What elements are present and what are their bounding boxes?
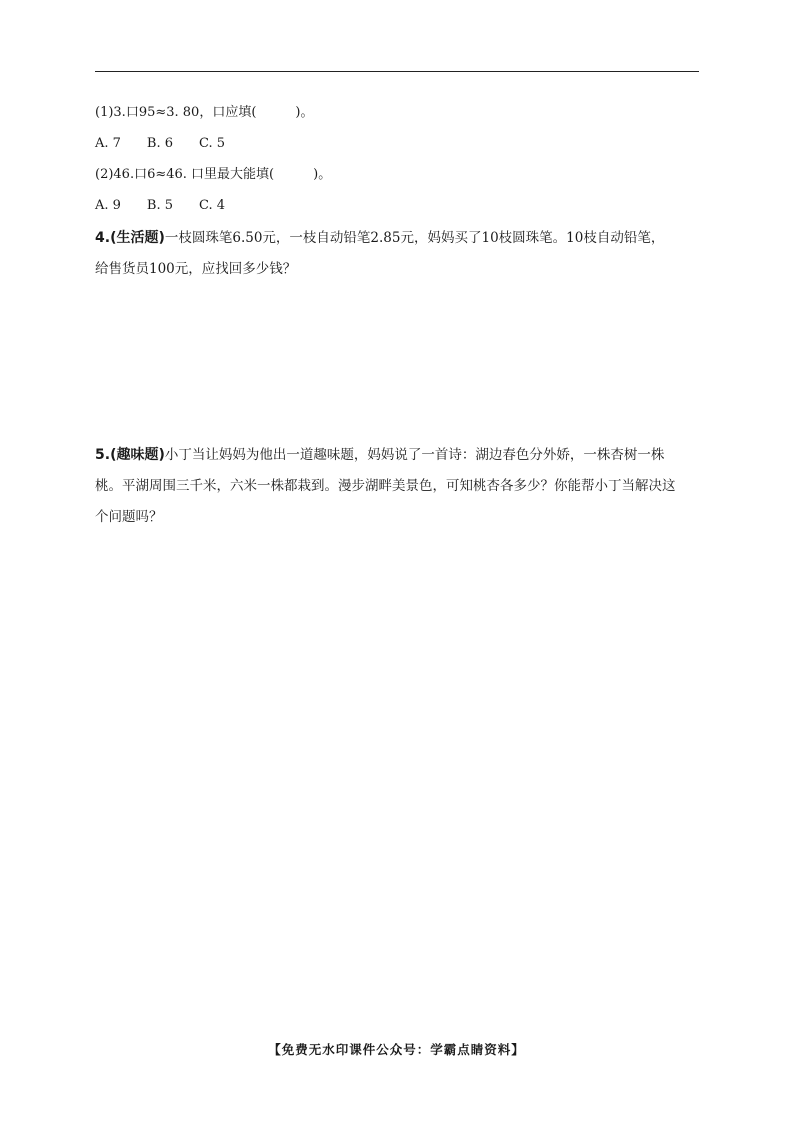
q3-sub2: (2)46.口6≈46. 口里最大能填( )。 <box>95 167 332 182</box>
q3-sub1: (1)3.口95≈3. 80，口应填( )。 <box>95 105 314 120</box>
q4-number: 4. <box>95 230 111 246</box>
q3-sub1-options: A. 7 B. 6 C. 5 <box>95 136 226 151</box>
q4-tag: (生活题) <box>110 230 165 246</box>
q5-tag: (趣味题) <box>110 447 165 463</box>
header-rule <box>95 71 699 72</box>
question-5 <box>95 440 705 533</box>
q5-text-line1: 小丁当让妈妈为他出一道趣味题，妈妈说了一首诗：湖边春色分外娇，一株杏树一株 <box>164 447 665 463</box>
q5-number: 5. <box>95 447 111 463</box>
footer-note: 【免费无水印课件公众号：学霸点睛资料】 <box>268 1042 525 1057</box>
q3-sub2-options: A. 9 B. 5 C. 4 <box>95 198 226 213</box>
q5-text-line3: 个问题吗？ <box>95 509 163 525</box>
q5-text-line2: 桃。平湖周围三千米，六米一株都栽到。漫步湖畔美景色，可知桃杏各多少？你能帮小丁当解决这 <box>95 478 676 494</box>
question-4 <box>95 223 705 285</box>
q4-text-line2: 给售货员100元，应找回多少钱？ <box>95 261 297 277</box>
q4-text-line1: 一枝圆珠笔6.50元，一枝自动铅笔2.85元，妈妈买了10枝圆珠笔。10枝自动铅笔， <box>164 230 665 246</box>
